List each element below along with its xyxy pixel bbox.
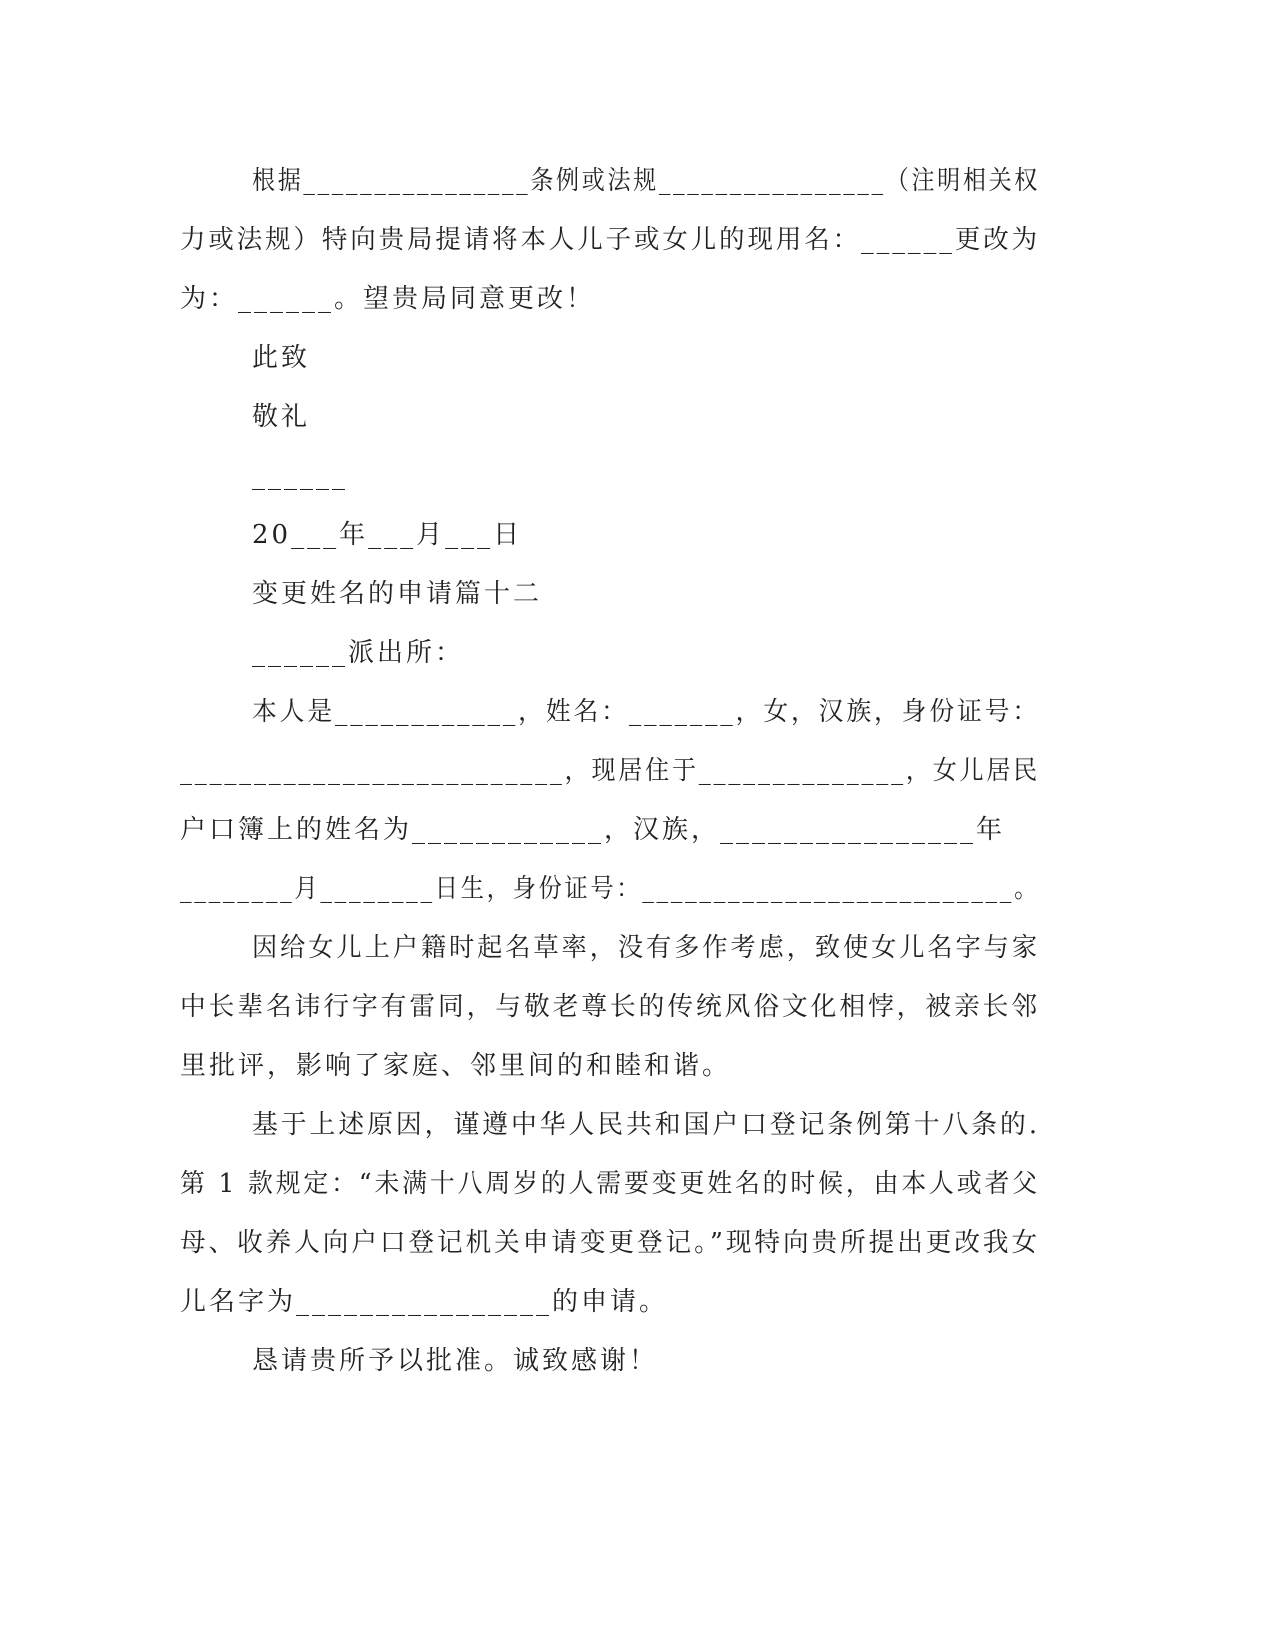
signature-blank bbox=[252, 456, 348, 496]
line-text: 第 1 款规定：“未满十八周岁的人需要变更姓名的时候，由本人或者父 bbox=[180, 1169, 1040, 1199]
body-line bbox=[180, 220, 1059, 260]
line-text: 基于上述原因，谨遵中华人民共和国户口登记条例第十八条的. bbox=[252, 1110, 1040, 1140]
body-line bbox=[180, 751, 1110, 791]
line-text: 为：______。望贵局同意更改！ bbox=[180, 284, 596, 314]
section-heading bbox=[252, 574, 542, 614]
body-line bbox=[180, 1164, 1079, 1204]
body-line bbox=[252, 161, 1141, 201]
salutation bbox=[252, 633, 464, 673]
date-line bbox=[252, 515, 522, 555]
body-line bbox=[180, 1282, 668, 1322]
body-line bbox=[252, 692, 1078, 732]
line-text: 根据________________条例或法规________________（注明相关权 bbox=[252, 166, 1041, 196]
line-text: ________月________日生，身份证号：__________________________。 bbox=[180, 874, 1041, 904]
line-text: 力或法规）特向贵局提请将本人儿子或女儿的现用名：______更改为 bbox=[180, 225, 1041, 255]
body-line bbox=[252, 1105, 1046, 1145]
line-text: 敬礼 bbox=[252, 402, 311, 432]
line-text: 20___年___月___日 bbox=[252, 520, 523, 550]
line-text: 儿名字为________________的申请。 bbox=[180, 1287, 669, 1317]
line-text: ______派出所： bbox=[252, 638, 465, 668]
line-text: 母、收养人向户口登记机关申请变更登记。”现特向贵所提出更改我女 bbox=[180, 1228, 1041, 1258]
body-line bbox=[180, 1046, 731, 1086]
line-text: __________________________，现居住于______________，女儿居民 bbox=[180, 756, 1040, 786]
body-line bbox=[180, 279, 595, 319]
line-text: ______ bbox=[252, 461, 348, 491]
body-line bbox=[180, 810, 1005, 850]
body-line bbox=[252, 928, 1064, 968]
line-text: 本人是____________，姓名：_______，女，汉族，身份证号： bbox=[252, 697, 1041, 727]
line-text: 恳请贵所予以批准。诚致感谢！ bbox=[252, 1346, 659, 1376]
closing-line bbox=[252, 1341, 658, 1381]
body-line bbox=[180, 869, 1142, 909]
line-text: 变更姓名的申请篇十二 bbox=[252, 579, 543, 609]
line-text: 户口簿上的姓名为____________，汉族，________________年 bbox=[180, 815, 1006, 845]
body-line bbox=[180, 987, 1050, 1027]
body-line bbox=[252, 397, 310, 437]
line-text: 此致 bbox=[252, 343, 311, 373]
line-text: 中长辈名讳行字有雷同，与敬老尊长的传统风俗文化相悖，被亲长邻 bbox=[180, 992, 1041, 1022]
line-text: 因给女儿上户籍时起名草率，没有多作考虑，致使女儿名字与家 bbox=[252, 933, 1040, 963]
body-line bbox=[252, 338, 310, 378]
line-text: 里批评，影响了家庭、邻里间的和睦和谐。 bbox=[180, 1051, 732, 1081]
body-line bbox=[180, 1223, 1053, 1263]
